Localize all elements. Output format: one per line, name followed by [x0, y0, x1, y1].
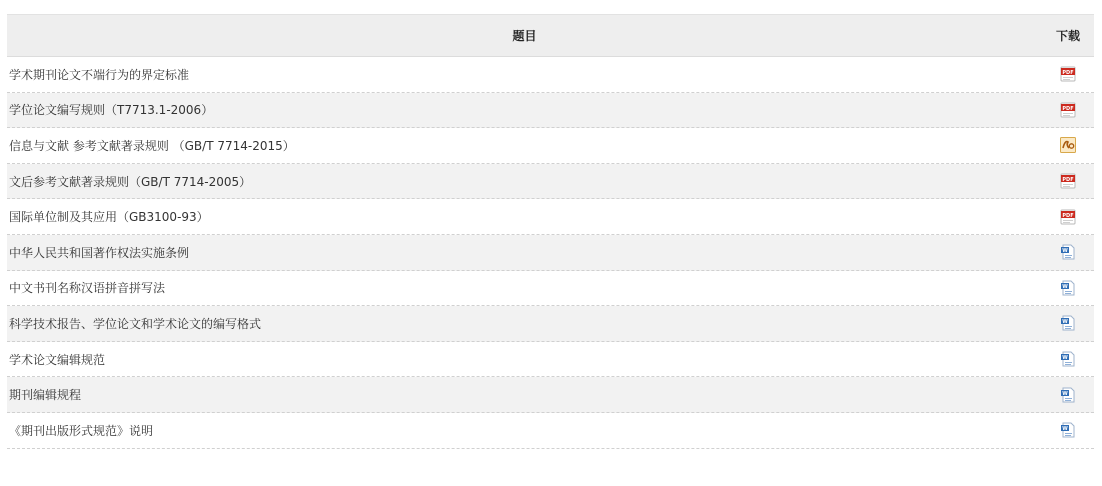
document-title-link[interactable]: 学术期刊论文不端行为的界定标准: [9, 67, 190, 82]
download-cell: [1042, 173, 1094, 189]
document-title-link[interactable]: 信息与文献 参考文献著录规则 （GB/T 7714-2015）: [9, 138, 295, 153]
table-row: [7, 342, 1094, 378]
table-row: [7, 235, 1094, 271]
table-row: [7, 377, 1094, 413]
table-header: [7, 15, 1094, 57]
svg-text:W: W: [1062, 390, 1068, 397]
svg-text:PDF: PDF: [1062, 177, 1074, 184]
word-icon[interactable]: [1060, 422, 1076, 438]
download-cell: [1042, 387, 1094, 403]
download-cell: [1042, 422, 1094, 438]
pdf-icon[interactable]: [1060, 209, 1076, 225]
download-cell: [1042, 137, 1094, 153]
document-title-link[interactable]: 中文书刊名称汉语拼音拼写法: [9, 281, 166, 296]
download-cell: [1042, 244, 1094, 260]
download-cell: [1042, 351, 1094, 367]
document-title-link[interactable]: 期刊编辑规程: [9, 388, 82, 403]
download-cell: [1042, 280, 1094, 296]
svg-text:PDF: PDF: [1062, 212, 1074, 219]
table-row: [7, 271, 1094, 307]
document-title-link[interactable]: 学位论文编写规则（T7713.1-2006）: [9, 103, 214, 118]
document-title-link[interactable]: 文后参考文献著录规则（GB/T 7714-2005）: [9, 174, 252, 189]
download-cell: [1042, 315, 1094, 331]
pdf-icon[interactable]: [1060, 173, 1076, 189]
documents-table: [7, 14, 1094, 449]
word-icon[interactable]: [1060, 351, 1076, 367]
document-title-link[interactable]: 中华人民共和国著作权法实施条例: [9, 245, 190, 260]
svg-text:W: W: [1062, 426, 1068, 433]
svg-text:W: W: [1062, 355, 1068, 362]
header-download-column: 下载: [1055, 29, 1080, 43]
svg-text:W: W: [1062, 248, 1068, 255]
caj-icon[interactable]: [1060, 137, 1076, 153]
table-row: [7, 413, 1094, 449]
table-row: [7, 57, 1094, 93]
table-body: [7, 57, 1094, 449]
svg-text:PDF: PDF: [1062, 105, 1074, 112]
table-row: [7, 128, 1094, 164]
svg-text:W: W: [1062, 283, 1068, 290]
svg-text:W: W: [1062, 319, 1068, 326]
document-title-link[interactable]: 国际单位制及其应用（GB3100-93）: [9, 210, 209, 225]
download-cell: [1042, 66, 1094, 82]
pdf-icon[interactable]: [1060, 102, 1076, 118]
svg-text:PDF: PDF: [1062, 70, 1074, 77]
word-icon[interactable]: [1060, 315, 1076, 331]
word-icon[interactable]: [1060, 387, 1076, 403]
header-title-column: 题目: [512, 29, 537, 43]
download-cell: [1042, 209, 1094, 225]
pdf-icon[interactable]: [1060, 66, 1076, 82]
document-title-link[interactable]: 《期刊出版形式规范》说明: [9, 423, 154, 438]
word-icon[interactable]: [1060, 280, 1076, 296]
document-title-link[interactable]: 科学技术报告、学位论文和学术论文的编写格式: [9, 316, 262, 331]
document-title-link[interactable]: 学术论文编辑规范: [9, 352, 106, 367]
table-row: [7, 93, 1094, 129]
table-row: [7, 164, 1094, 200]
table-row: [7, 306, 1094, 342]
word-icon[interactable]: [1060, 244, 1076, 260]
download-cell: [1042, 102, 1094, 118]
table-row: [7, 199, 1094, 235]
